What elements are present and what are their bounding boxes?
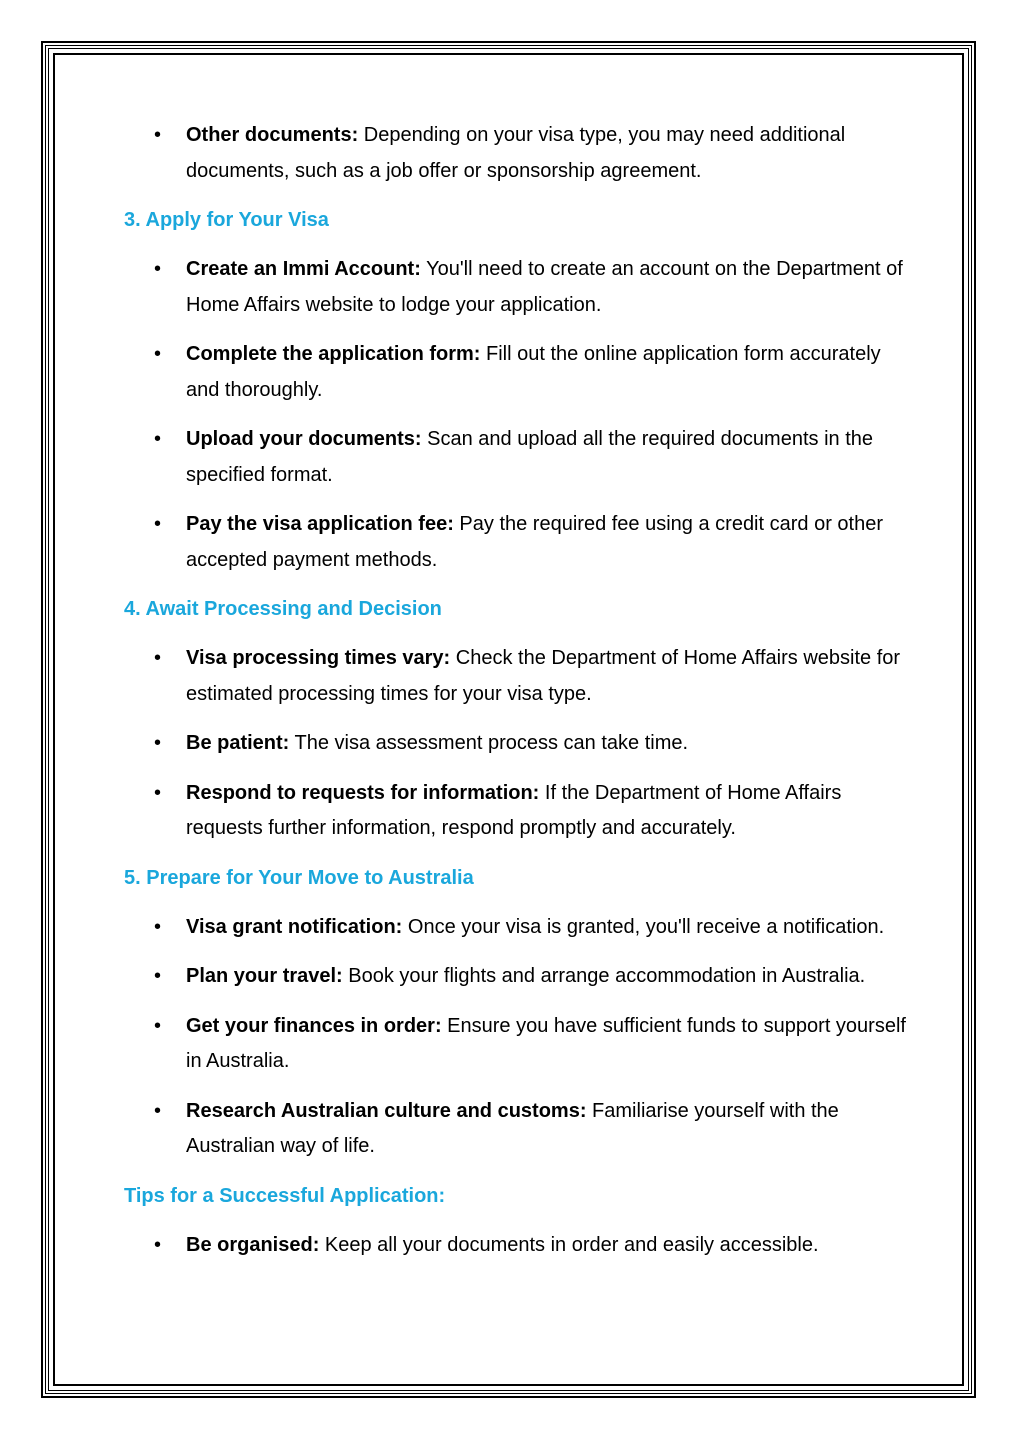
list-item — [124, 959, 914, 995]
bullet-icon: • — [154, 1014, 162, 1037]
bullet-icon: • — [154, 1233, 162, 1256]
bullet-icon: • — [154, 647, 162, 669]
bullet-icon: • — [154, 343, 162, 365]
bullet-icon: • — [154, 1099, 162, 1122]
item-term: Get your finances in order: — [186, 1014, 442, 1037]
bullet-icon: • — [154, 258, 162, 280]
section-heading-tips: Tips for a Successful Application: — [124, 1184, 446, 1207]
list-prepare — [124, 910, 914, 1165]
item-term: Pay the visa application fee: — [186, 513, 454, 535]
list-tips — [124, 1228, 914, 1264]
item-text: Check the Department of Home Affairs website for estimated processing times for your visa type. — [186, 647, 901, 705]
item-text: If the Department of Home Affairs requests further information, respond promptly and accurately. — [186, 781, 842, 839]
bullet-icon: • — [154, 965, 162, 987]
list-item — [124, 1094, 914, 1165]
bullet-icon: • — [154, 915, 162, 938]
list-item — [124, 507, 914, 578]
item-term: Be patient: — [186, 732, 290, 754]
list-item — [124, 252, 914, 323]
bullet-icon: • — [154, 124, 162, 146]
item-term: Be organised: — [186, 1233, 320, 1256]
item-text: Book your flights and arrange accommodation in Australia. — [342, 965, 866, 987]
item-term: Visa processing times vary: — [186, 647, 451, 669]
section-heading-apply: 3. Apply for Your Visa — [124, 209, 329, 231]
bullet-icon: • — [154, 513, 162, 535]
item-text: Familiarise yourself with the Australian way of life. — [186, 1099, 839, 1157]
list-item — [124, 422, 914, 493]
list-item — [124, 118, 914, 189]
list-apply — [124, 252, 914, 578]
item-text: You'll need to create an account on the Department of Home Affairs website to lodge your application. — [186, 258, 903, 316]
section-heading-processing: 4. Await Processing and Decision — [124, 598, 442, 620]
bullet-icon: • — [154, 428, 162, 450]
list-item — [124, 1228, 914, 1264]
list-item — [124, 1009, 914, 1080]
list-item — [124, 776, 914, 847]
bullet-icon: • — [154, 781, 162, 804]
list-item — [124, 910, 914, 946]
list-item — [124, 641, 914, 712]
item-term: Complete the application form: — [186, 343, 481, 365]
item-term: Visa grant notification: — [186, 915, 403, 938]
item-text: Ensure you have sufficient funds to support yourself in Australia. — [186, 1014, 906, 1072]
section-heading-prepare: 5. Prepare for Your Move to Australia — [124, 866, 474, 889]
item-term: Plan your travel: — [186, 965, 343, 987]
item-text: Pay the required fee using a credit card or other accepted payment methods. — [186, 513, 884, 571]
item-text: Scan and upload all the required documents in the specified format. — [186, 428, 873, 486]
item-term: Research Australian culture and customs: — [186, 1099, 587, 1122]
item-term: Create an Immi Account: — [186, 258, 421, 280]
bullet-icon: • — [154, 732, 162, 754]
list-item — [124, 337, 914, 408]
item-text: Depending on your visa type, you may need additional documents, such as a job offer or sponsorship agreement. — [186, 124, 846, 182]
item-text: Fill out the online application form accurately and thoroughly. — [186, 343, 881, 401]
item-text: The visa assessment process can take time. — [289, 732, 689, 754]
document-body — [124, 118, 914, 1263]
list-item — [124, 726, 914, 762]
item-text: Once your visa is granted, you'll receive a notification. — [402, 915, 885, 938]
item-term: Upload your documents: — [186, 428, 422, 450]
item-text: Keep all your documents in order and easily accessible. — [319, 1233, 819, 1256]
item-term: Other documents: — [186, 124, 359, 146]
list-other-documents — [124, 118, 914, 189]
item-term: Respond to requests for information: — [186, 781, 540, 804]
list-processing — [124, 641, 914, 847]
